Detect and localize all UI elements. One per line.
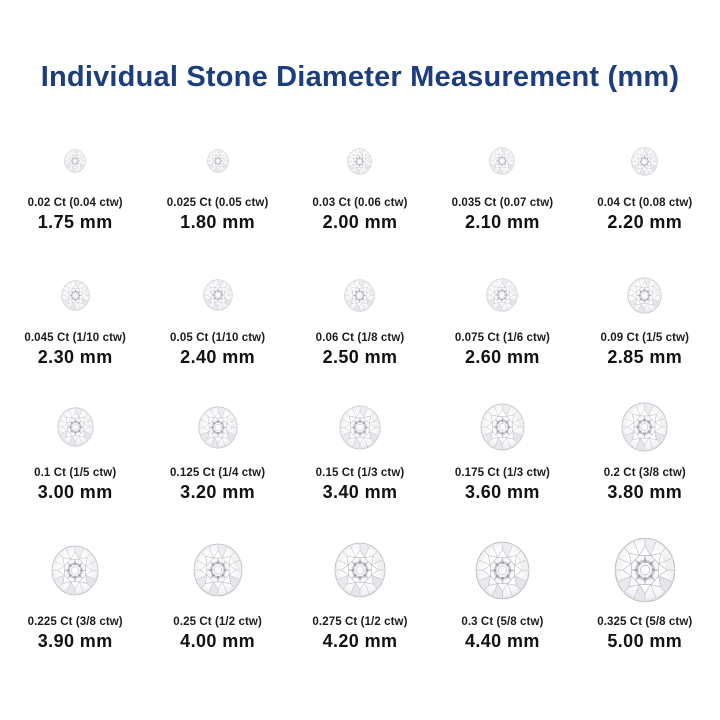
stone-carat-label: 0.075 Ct (1/6 ctw) bbox=[454, 332, 550, 344]
diamond-icon bbox=[486, 278, 518, 312]
stone-image-box bbox=[4, 130, 146, 192]
diamond-icon bbox=[631, 147, 658, 176]
stone-row bbox=[0, 263, 720, 368]
stone-image-box bbox=[574, 130, 716, 192]
stone-image-box bbox=[4, 263, 146, 327]
stone-diameter-label: 2.10 mm bbox=[464, 212, 540, 232]
diamond-icon bbox=[339, 405, 381, 450]
stone-carat-label: 0.09 Ct (1/5 ctw) bbox=[600, 332, 690, 344]
stone-diameter-label: 3.80 mm bbox=[607, 482, 683, 502]
stone-cell bbox=[146, 529, 288, 652]
stone-image-box bbox=[431, 392, 573, 462]
stone-cell bbox=[431, 392, 573, 503]
stone-carat-label: 0.275 Ct (1/2 ctw) bbox=[312, 616, 408, 628]
diamond-icon bbox=[489, 147, 515, 175]
stone-grid bbox=[0, 130, 720, 652]
stone-carat-label: 0.03 Ct (0.06 ctw) bbox=[312, 197, 408, 209]
page-title: Individual Stone Diameter Measurement (mm) bbox=[40, 61, 680, 93]
stone-diameter-label: 3.60 mm bbox=[464, 482, 540, 502]
stone-carat-label: 0.175 Ct (1/3 ctw) bbox=[454, 467, 550, 479]
stone-cell bbox=[289, 529, 431, 652]
stone-carat-label: 0.2 Ct (3/8 ctw) bbox=[603, 467, 686, 479]
stone-image-box bbox=[146, 529, 288, 611]
stone-diameter-label: 2.85 mm bbox=[607, 347, 683, 367]
diamond-icon bbox=[57, 407, 94, 447]
stone-image-box bbox=[289, 392, 431, 462]
stone-diameter-label: 2.40 mm bbox=[180, 347, 256, 367]
stone-carat-label: 0.125 Ct (1/4 ctw) bbox=[170, 467, 266, 479]
diamond-icon bbox=[480, 403, 525, 451]
diamond-icon bbox=[51, 545, 99, 596]
stone-cell bbox=[146, 130, 288, 233]
stone-carat-label: 0.1 Ct (1/5 ctw) bbox=[34, 467, 117, 479]
stone-cell bbox=[431, 263, 573, 368]
stone-diameter-label: 2.50 mm bbox=[322, 347, 398, 367]
stone-image-box bbox=[146, 263, 288, 327]
stone-carat-label: 0.3 Ct (5/8 ctw) bbox=[461, 616, 544, 628]
stone-diameter-label: 4.40 mm bbox=[464, 631, 540, 651]
diamond-icon bbox=[64, 149, 86, 173]
diamond-icon bbox=[627, 277, 662, 314]
stone-cell bbox=[4, 263, 146, 368]
stone-diameter-label: 2.30 mm bbox=[37, 347, 113, 367]
stone-diameter-label: 2.60 mm bbox=[464, 347, 540, 367]
stone-row bbox=[0, 130, 720, 233]
stone-diameter-label: 3.20 mm bbox=[180, 482, 256, 502]
diamond-icon bbox=[207, 149, 229, 173]
stone-diameter-label: 2.20 mm bbox=[607, 212, 683, 232]
diamond-icon bbox=[347, 148, 372, 175]
stone-image-box bbox=[4, 529, 146, 611]
stone-diameter-label: 3.90 mm bbox=[37, 631, 113, 651]
stone-cell bbox=[289, 130, 431, 233]
stone-carat-label: 0.25 Ct (1/2 ctw) bbox=[173, 616, 262, 628]
diamond-icon bbox=[614, 537, 676, 603]
stone-image-box bbox=[574, 392, 716, 462]
diamond-icon bbox=[621, 402, 668, 452]
stone-image-box bbox=[146, 392, 288, 462]
stone-row bbox=[0, 529, 720, 652]
stone-image-box bbox=[289, 130, 431, 192]
stone-image-box bbox=[4, 392, 146, 462]
stone-cell bbox=[289, 392, 431, 503]
stone-carat-label: 0.045 Ct (1/10 ctw) bbox=[24, 332, 126, 344]
stone-cell bbox=[4, 130, 146, 233]
stone-diameter-label: 2.00 mm bbox=[322, 212, 398, 232]
diamond-icon bbox=[193, 543, 243, 597]
stone-image-box bbox=[289, 263, 431, 327]
stone-carat-label: 0.225 Ct (3/8 ctw) bbox=[27, 616, 123, 628]
stone-cell bbox=[4, 529, 146, 652]
stone-carat-label: 0.06 Ct (1/8 ctw) bbox=[315, 332, 405, 344]
stone-diameter-label: 5.00 mm bbox=[607, 631, 683, 651]
stone-carat-label: 0.035 Ct (0.07 ctw) bbox=[451, 197, 554, 209]
stone-cell bbox=[574, 130, 716, 233]
stone-carat-label: 0.325 Ct (5/8 ctw) bbox=[597, 616, 693, 628]
stone-diameter-label: 3.00 mm bbox=[37, 482, 113, 502]
stone-carat-label: 0.05 Ct (1/10 ctw) bbox=[170, 332, 266, 344]
diamond-icon bbox=[203, 279, 233, 311]
stone-image-box bbox=[146, 130, 288, 192]
stone-carat-label: 0.02 Ct (0.04 ctw) bbox=[27, 197, 123, 209]
diamond-icon bbox=[475, 541, 530, 600]
stone-carat-label: 0.025 Ct (0.05 ctw) bbox=[166, 197, 269, 209]
stone-image-box bbox=[574, 529, 716, 611]
stone-diameter-label: 4.20 mm bbox=[322, 631, 398, 651]
stone-cell bbox=[431, 130, 573, 233]
stone-cell bbox=[4, 392, 146, 503]
diamond-icon bbox=[334, 542, 386, 598]
stone-cell bbox=[431, 529, 573, 652]
stone-row bbox=[0, 392, 720, 503]
stone-carat-label: 0.04 Ct (0.08 ctw) bbox=[597, 197, 693, 209]
stone-image-box bbox=[431, 263, 573, 327]
stone-diameter-label: 4.00 mm bbox=[180, 631, 256, 651]
stone-image-box bbox=[574, 263, 716, 327]
stone-cell bbox=[574, 392, 716, 503]
stone-diameter-label: 1.75 mm bbox=[37, 212, 113, 232]
stone-carat-label: 0.15 Ct (1/3 ctw) bbox=[315, 467, 405, 479]
stone-cell bbox=[146, 263, 288, 368]
diamond-icon bbox=[344, 279, 375, 312]
stone-diameter-label: 1.80 mm bbox=[180, 212, 256, 232]
stone-cell bbox=[574, 529, 716, 652]
diamond-icon bbox=[198, 406, 238, 449]
stone-image-box bbox=[289, 529, 431, 611]
diamond-icon bbox=[61, 280, 90, 311]
stone-cell bbox=[289, 263, 431, 368]
stone-image-box bbox=[431, 130, 573, 192]
stone-cell bbox=[146, 392, 288, 503]
stone-image-box bbox=[431, 529, 573, 611]
stone-diameter-label: 3.40 mm bbox=[322, 482, 398, 502]
stone-cell bbox=[574, 263, 716, 368]
